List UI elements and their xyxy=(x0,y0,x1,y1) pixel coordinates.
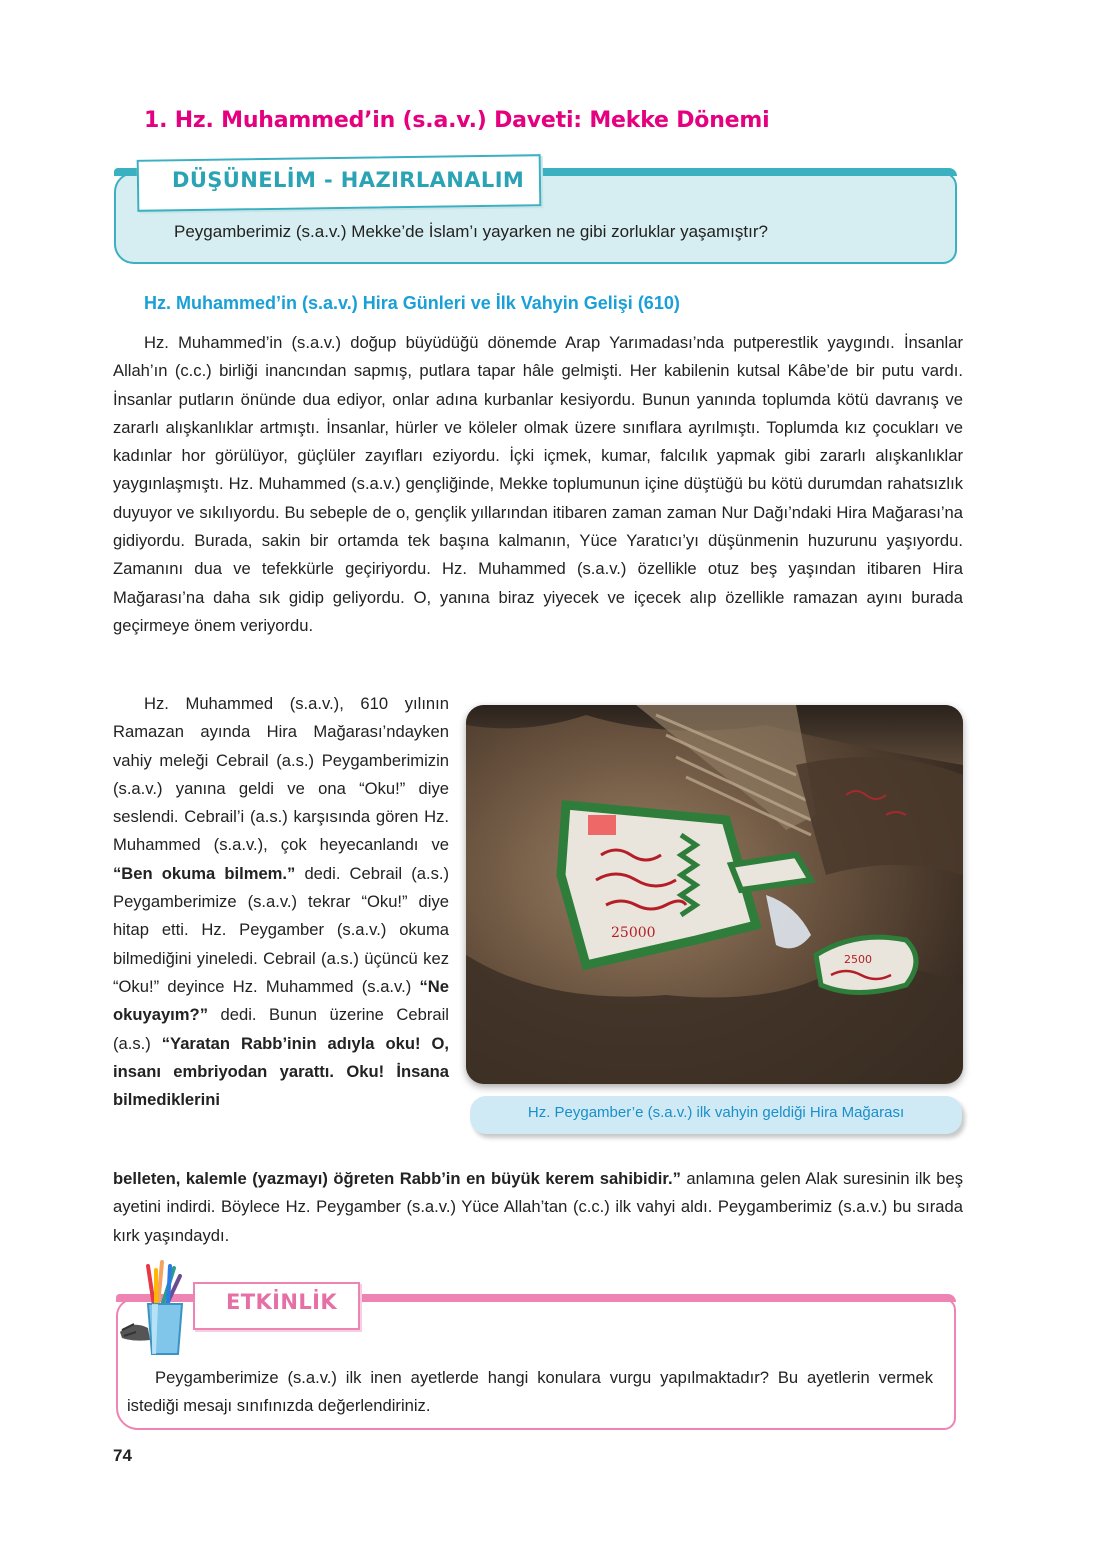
hira-cave-photo xyxy=(466,705,963,1084)
think-box-label: DÜŞÜNELİM - HAZIRLANALIM xyxy=(172,168,525,192)
activity-label: ETKİNLİK xyxy=(226,1290,337,1314)
quote-ben-okuma-bilmem: “Ben okuma bilmem.” xyxy=(113,863,296,883)
main-paragraph: Hz. Muhammed’in (s.a.v.) doğup büyüdüğü dönemde Arap Yarımadası’nda putperestlik yaygındı. İnsanlar Allah’ın (c.c.) birliği inancından sapmış, putlara tapar hâle gelmişti. Her kabilenin kutsal Kâbe’de bir putu vardı. İnsanlar putların önünde dua ediyor, onlar adına kurbanlar kesiyordu. Bunun yanında toplumda kötü davranış ve zararlı alışkanlıklar artmıştı. İnsanlar, hürler ve köleler olmak üzere sınıflara ayrılmıştı. Toplumda kız çocukları ve kadınlar hor görülüyor, güçlüler zayıfları eziyordu. İçki içmek, kumar, falcılık yapmak gibi zararlı alışkanlıklar yaygınlaşmıştı. Hz. Muhammed (s.a.v.) gençliğinde, Mekke toplumunun içine düştüğü bu kötü durumdan rahatsızlık duyuyor ve sıkılıyordu. Bu sebeple de o, gençlik yıllarından itibaren zaman zaman Nur Dağı’ndaki Hira Mağarası’na gidiyordu. Burada, sakin bir ortamda tek başına kalmanın, Yüce Yaratıcı’yı düşünmenin huzurunu yaşıyordu. Zamanını dua ve tefekkürle geçiriyordu. Hz. Muhammed (s.a.v.) özellikle otuz beş yaşından itibaren Hira Mağarası’na daha sık gidip geliyordu. O, yanına biraz yiyecek ve içecek alıp özellikle ramazan ayını burada geçirmeye önem veriyordu. xyxy=(113,333,963,635)
quote-alak-end: belleten, kalemle (yazmayı) öğreten Rabb’in en büyük kerem sahibidir.” xyxy=(113,1169,681,1188)
inscription-25000: 25000 xyxy=(611,925,656,941)
activity-text: Peygamberimize (s.a.v.) ilk inen ayetlerde hangi konulara vurgu yapılmaktadır? Bu ayetlerin vermek istediği mesajı sınıfınızda değerlendiriniz. xyxy=(127,1368,933,1416)
revelation-paragraph-continued xyxy=(113,1165,963,1250)
revelation-text-1: Hz. Muhammed (s.a.v.), 610 yılının Ramazan ayında Hira Mağarası’ndayken vahiy meleği Cebrail (a.s.) Peygamberimizin (s.a.v.) yanına geldi ve ona “Oku!” diye seslendi. Cebrail’i (a.s.) karşısında gören Hz. Muhammed (s.a.v.), çok heyecanlandı ve xyxy=(113,694,449,855)
section-title: 1. Hz. Muhammed’in (s.a.v.) Daveti: Mekke Dönemi xyxy=(144,108,770,133)
photo-caption: Hz. Peygamber’e (s.a.v.) ilk vahyin geldiği Hira Mağarası xyxy=(527,1104,905,1121)
quote-ne-okuyayim: “Ne okuyayım?” xyxy=(113,976,449,1025)
think-box-question: Peygamberimiz (s.a.v.) Mekke’de İslam’ı yayarken ne gibi zorluklar yaşamıştır? xyxy=(174,222,768,241)
subheading: Hz. Muhammed’in (s.a.v.) Hira Günleri ve İlk Vahyin Gelişi (610) xyxy=(144,293,680,313)
page-number: 74 xyxy=(113,1446,132,1465)
revelation-paragraph xyxy=(113,690,449,1114)
revelation-text-2: dedi. Cebrail (a.s.) Peygamberimize (s.a.v.) tekrar “Oku!” diye hitap etti. Hz. Peygamber (s.a.v.) okuma bilmediğini yineledi. Cebrail (a.s.) üçüncü kez “Oku!” deyince Hz. Muhammed (s.a.v.) xyxy=(113,863,449,996)
revelation-text-4: anlamına gelen Alak suresinin ilk beş ayetini indirdi. Böylece Hz. Peygamber (s.a.v.) Yüce Allah’tan (c.c.) ilk vahyi aldı. Peygamberimiz (s.a.v.) bu sırada kırk yaşındaydı. xyxy=(113,1169,963,1245)
revelation-text-3: dedi. Bunun üzerine Cebrail (a.s.) xyxy=(113,1005,449,1053)
pencil-cup-icon xyxy=(118,1258,192,1356)
inscription-2500: 2500 xyxy=(844,953,872,966)
quote-alak-start: “Yaratan Rabb’inin adıyla oku! O, insanı embriyodan yarattı. Oku! İnsana bilmediklerini xyxy=(113,1033,449,1110)
